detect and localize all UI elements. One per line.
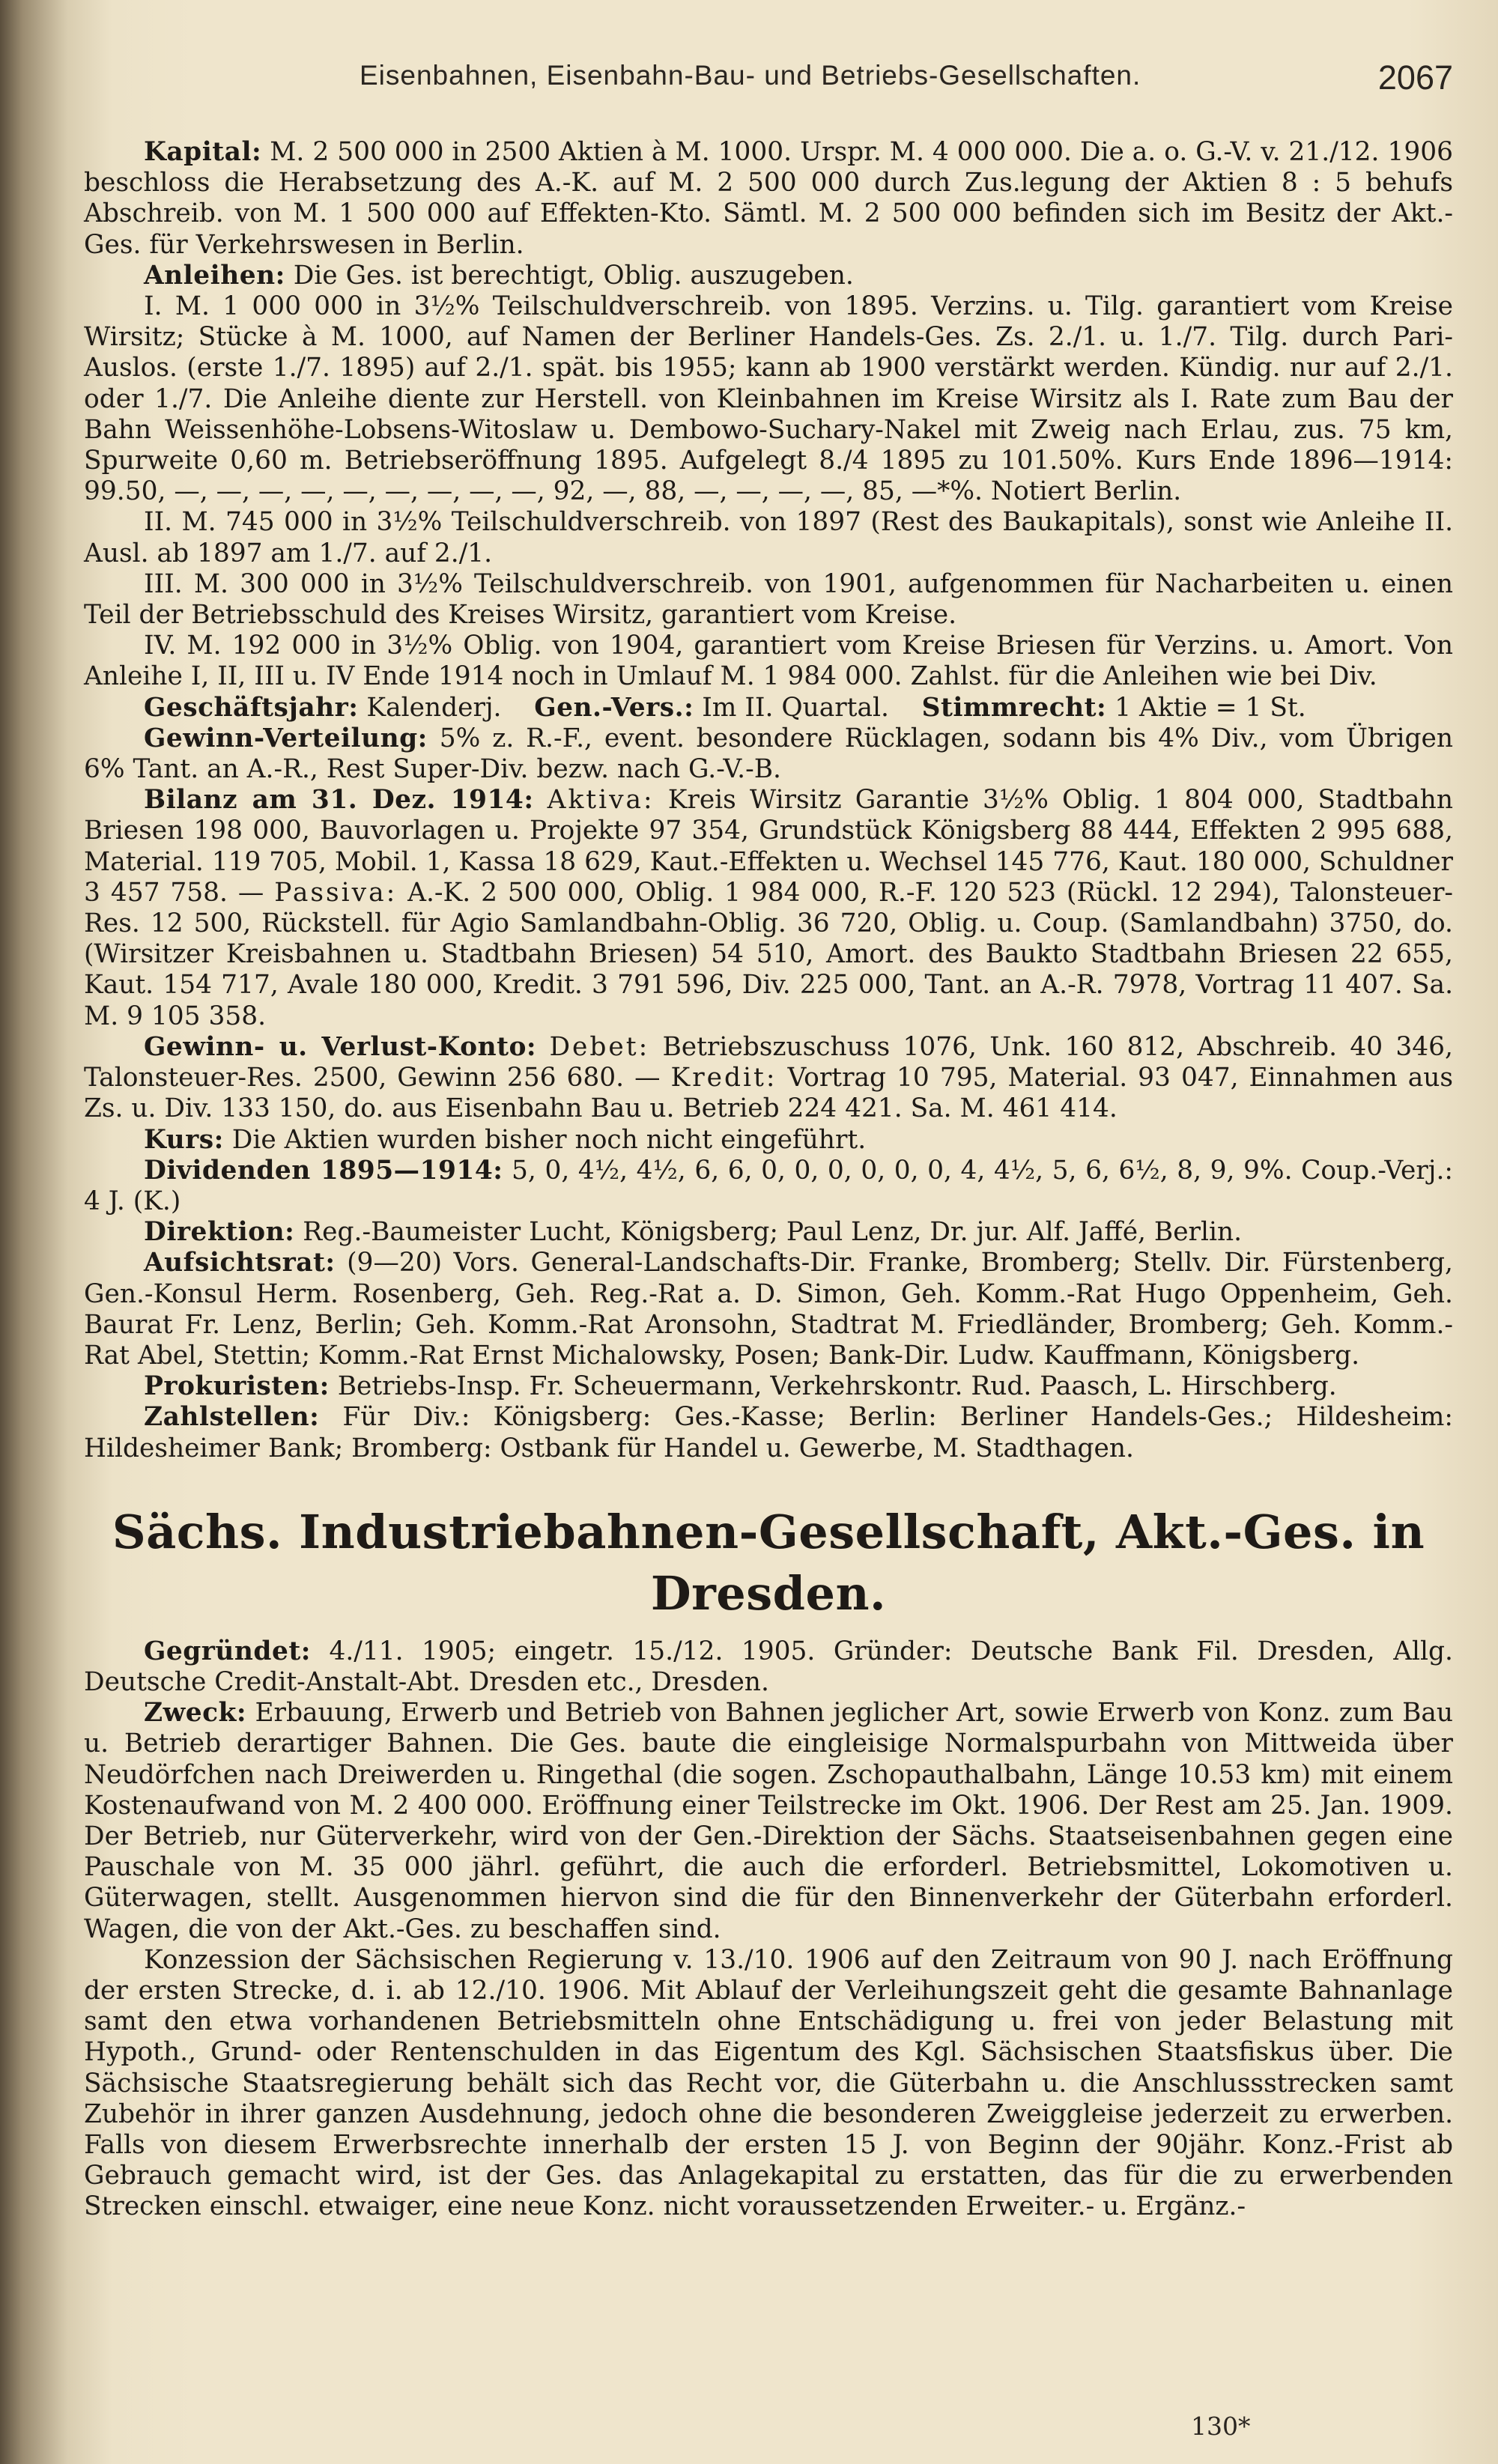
zweck-paragraph (84, 1698, 1453, 1945)
direktion-paragraph (84, 1217, 1453, 1248)
prokuristen-label: Prokuristen: (144, 1371, 330, 1402)
kapital-label: Kapital: (144, 137, 262, 167)
zahlstellen-text: Für Div.: Königsberg: Ges.-Kasse; Berlin: Berliner Handels-Ges.; Hildesheim: Hildesheimer Bank; Bromberg: Ostbank für Handel u. Gewerbe, M. Stadthagen. (84, 1402, 1454, 1463)
anleihen-label: Anleihen: (144, 260, 285, 291)
gegruendet-text: 4./11. 1905; eingetr. 15./12. 1905. Gründer: Deutsche Bank Fil. Dresden, Allg. Deutsche Credit-Anstalt-Abt. Dresden etc., Dresden. (84, 1636, 1453, 1697)
geschaeftsjahr-label: Geschäftsjahr: (144, 692, 359, 723)
gen-vers-label: Gen.-Vers.: (534, 692, 694, 723)
bilanz-aktiva-label: Aktiva: (547, 785, 655, 816)
gewinn-verteilung-paragraph (84, 723, 1453, 785)
anleihe-4: IV. M. 192 000 in 3½% Oblig. von 1904, garantiert vom Kreise Briesen für Verzins. u. Amort. Von Anleihe I, II, III u. IV Ende 1914 noch in Umlauf M. 1 984 000. Zahlst. für die Anleihen wie bei Div. (84, 631, 1453, 692)
guv-kredit-label: Kredit: (670, 1063, 777, 1093)
running-title: Eisenbahnen, Eisenbahn-Bau- und Betriebs-Gesellschaften. (360, 60, 1141, 91)
zweck-label: Zweck: (144, 1698, 247, 1729)
bilanz-passiva: A.-K. 2 500 000, Oblig. 1 984 000, R.-F. 120 523 (Rückl. 12 294), Talonsteuer-Res. 12 500, Rückstell. für Agio Samlandbahn-Oblig. 36 720, Oblig. u. Coup. (Samlandbahn) 3750, do. (Wirsitzer Kreisbahnen u. Stadtbahn Briesen) 54 510, Amort. des Baukto Stadtbahn Briesen 22 655, Kaut. 154 717, Avale 180 000, Kredit. 3 791 596, Div. 225 000, Tant. an A.-R. 7978, Vortrag 11 407. Sa. M. 9 105 358. (84, 877, 1454, 1031)
gen-vers-text: Im II. Quartal. (702, 692, 889, 723)
page-number: 2067 (1377, 58, 1453, 97)
company-title: Sächs. Industriebahnen-Gesellschaft, Akt.-Ges. in Dresden. (112, 1504, 1425, 1621)
dividenden-paragraph (84, 1156, 1453, 1217)
guv-debet: Betriebszuschuss 1076, Unk. 160 812, Abschreib. 40 346, Talonsteuer-Res. 2500, Gewinn 256 680. — (84, 1031, 1453, 1093)
kurs-paragraph (84, 1125, 1453, 1156)
aufsichtsrat-label: Aufsichtsrat: (144, 1248, 336, 1278)
aufsichtsrat-text: (9—20) Vors. General-Landschafts-Dir. Franke, Bromberg; Stellv. Dir. Fürstenberg, Gen.-Konsul Herm. Rosenberg, Geh. Reg.-Rat a. D. Simon, Geh. Komm.-Rat Hugo Oppenheim, Geh. Baurat Fr. Lenz, Berlin; Geh. Komm.-Rat Aronsohn, Stadtrat M. Friedländer, Bromberg; Geh. Komm.-Rat Abel, Stettin; Komm.-Rat Ernst Michalowsky, Posen; Bank-Dir. Ludw. Kauffmann, Königsberg. (84, 1248, 1453, 1371)
bilanz-aktiva: Kreis Wirsitz Garantie 3½% Oblig. 1 804 000, Stadtbahn Briesen 198 000, Bauvorlagen u. Projekte 97 354, Grundstück Königsberg 88 444, Effekten 2 995 688, Material. 119 705, Mobil. 1, Kassa 18 629, Kaut.-Effekten u. Wechsel 145 776, Kaut. 180 000, Schuldner 3 457 758. — (84, 785, 1453, 908)
page-header (120, 52, 1453, 112)
kurs-label: Kurs: (144, 1124, 224, 1155)
zweck-text: Erbauung, Erwerb und Betrieb von Bahnen jeglicher Art, sowie Erwerb von Konz. zum Bau u. Betrieb derartiger Bahnen. Die Ges. baute die eingleisige Normalspurbahn von Mittweida über Neudörfchen nach Dreiwerden u. Ringethal (die sogen. Zschopauthalbahn, Länge 10.53 km) mit einem Kostenaufwand von M. 2 400 000. Eröffnung einer Teilstrecke im Okt. 1906. Der Rest am 25. Jan. 1909. Der Betrieb, nur Güterverkehr, wird von der Gen.-Direktion der Sächs. Staatseisenbahnen gegen eine Pauschale von M. 35 000 jährl. geführt, die auch die erforderl. Betriebsmittel, Lokomotiven u. Güterwagen, stellt. Ausgenommen hiervon sind die für den Binnenverkehr der Güterbahn erforderl. Wagen, die von der Akt.-Ges. zu beschaffen sind. (84, 1698, 1453, 1944)
anleihen-text: Die Ges. ist berechtigt, Oblig. auszugeben. (293, 260, 854, 291)
kapital-paragraph (84, 137, 1453, 261)
stimmrecht-label: Stimmrecht: (921, 692, 1107, 723)
bilanz-label: Bilanz am 31. Dez. 1914: (144, 785, 534, 816)
gegruendet-paragraph (84, 1636, 1453, 1698)
prokuristen-paragraph (84, 1371, 1453, 1402)
direktion-text: Reg.-Baumeister Lucht, Königsberg; Paul Lenz, Dr. jur. Alf. Jaffé, Berlin. (303, 1217, 1243, 1248)
dividenden-text: 5, 0, 4½, 4½, 6, 6, 0, 0, 0, 0, 0, 0, 4, 4½, 5, 6, 6½, 8, 9, 9%. Coup.-Verj.: 4 J. (K.) (84, 1155, 1453, 1216)
guv-kredit: Vortrag 10 795, Material. 93 047, Einnahmen aus Zs. u. Div. 133 150, do. aus Eisenbahn Bau u. Betrieb 224 421. Sa. M. 461 414. (84, 1063, 1453, 1124)
bilanz-paragraph (84, 785, 1453, 1032)
kapital-text: M. 2 500 000 in 2500 Aktien à M. 1000. Urspr. M. 4 000 000. Die a. o. G.-V. v. 21./12. 1906 beschloss die Herabsetzung des A.-K. auf M. 2 500 000 durch Zus.legung der Aktien 8 : 5 behufs Abschreib. von M. 1 500 000 auf Effekten-Kto. Sämtl. M. 2 500 000 befinden sich im Besitz der Akt.-Ges. für Verkehrswesen in Berlin. (84, 137, 1453, 260)
geschaeftsjahr-paragraph (84, 693, 1453, 723)
gewinn-verteilung-label: Gewinn-Verteilung: (144, 723, 428, 753)
guv-debet-label: Debet: (549, 1031, 650, 1062)
gewinn-verlust-paragraph (84, 1032, 1453, 1125)
zahlstellen-label: Zahlstellen: (144, 1402, 320, 1433)
gegruendet-label: Gegründet: (144, 1636, 311, 1666)
kurs-text: Die Aktien wurden bisher noch nicht eingeführt. (231, 1124, 867, 1155)
zahlstellen-paragraph (84, 1402, 1453, 1463)
text-column (84, 137, 1453, 2223)
prokuristen-text: Betriebs-Insp. Fr. Scheuermann, Verkehrskontr. Rud. Paasch, L. Hirschberg. (337, 1371, 1337, 1402)
anleihe-1: I. M. 1 000 000 in 3½% Teilschuldverschreib. von 1895. Verzins. u. Tilg. garantiert vom Kreise Wirsitz; Stücke à M. 1000, auf Namen der Berliner Handels-Ges. Zs. 2./1. u. 1./7. Tilg. durch Pari-Auslos. (erste 1./7. 1895) auf 2./1. spät. bis 1955; kann ab 1900 verstärkt werden. Kündig. nur auf 2./1. oder 1./7. Die Anleihe diente zur Herstell. von Kleinbahnen im Kreise Wirsitz als I. Rate zum Bau der Bahn Weissenhöhe-Lobsens-Witoslaw u. Dembowo-Suchary-Nakel mit Zweig nach Erlau, zus. 75 km, Spurweite 0,60 m. Betriebseröffnung 1895. Aufgelegt 8./4 1895 zu 101.50%. Kurs Ende 1896—1914: 99.50, —, —, —, —, —, —, —, —, —, 92, —, 88, —, —, —, —, 85, —*%. Notiert Berlin. (84, 291, 1453, 507)
stimmrecht-text: 1 Aktie = 1 St. (1115, 692, 1306, 723)
konzession-paragraph: Konzession der Sächsischen Regierung v. 13./10. 1906 auf den Zeitraum von 90 J. nach Eröffnung der ersten Strecke, d. i. ab 12./10. 1906. Mit Ablauf der Verleihungszeit geht die gesamte Bahnanlage samt den etwa vorhandenen Betriebsmitteln ohne Entschädigung u. frei von jeder Belastung mit Hypoth., Grund- oder Rentenschulden in das Eigentum des Kgl. Sächsischen Staatsfiskus über. Die Sächsische Staatsregierung behält sich das Recht vor, die Güterbahn u. die Anschlussstrecken samt Zubehör in ihrer ganzen Ausdehnung, jedoch ohne die besonderen Zweiggleise jederzeit zu erwerben. Falls von diesem Erwerbsrechte innerhalb der ersten 15 J. von Beginn der 90jähr. Konz.-Frist ab Gebrauch gemacht wird, ist der Ges. das Anlagekapital zu erstatten, das für die zu erwerbenden Strecken einschl. etwaiger, eine neue Konz. nicht voraussetzenden Erweiter.- u. Ergänz.- (84, 1944, 1453, 2222)
dividenden-label: Dividenden 1895—1914: (144, 1155, 503, 1186)
direktion-label: Direktion: (144, 1217, 295, 1248)
anleihen-paragraph (84, 261, 1453, 291)
aufsichtsrat-paragraph (84, 1248, 1453, 1371)
anleihe-3: III. M. 300 000 in 3½% Teilschuldverschreib. von 1901, aufgenommen für Nacharbeiten u. einen Teil der Betriebsschuld des Kreises Wirsitz, garantiert vom Kreise. (84, 568, 1453, 631)
signature-mark: 130* (1191, 2412, 1251, 2441)
gewinn-verlust-label: Gewinn- u. Verlust-Konto: (144, 1031, 537, 1062)
bilanz-passiva-label: Passiva: (274, 877, 398, 908)
geschaeftsjahr-text: Kalenderj. (366, 692, 502, 723)
anleihe-2: II. M. 745 000 in 3½% Teilschuldverschreib. von 1897 (Rest des Baukapitals), sonst wie Anleihe II. Ausl. ab 1897 am 1./7. auf 2./1. (84, 507, 1453, 568)
gewinn-verteilung-text: 5% z. R.-F., event. besondere Rücklagen, sodann bis 4% Div., vom Übrigen 6% Tant. an A.-R., Rest Super-Div. bezw. nach G.-V.-B. (84, 723, 1453, 785)
